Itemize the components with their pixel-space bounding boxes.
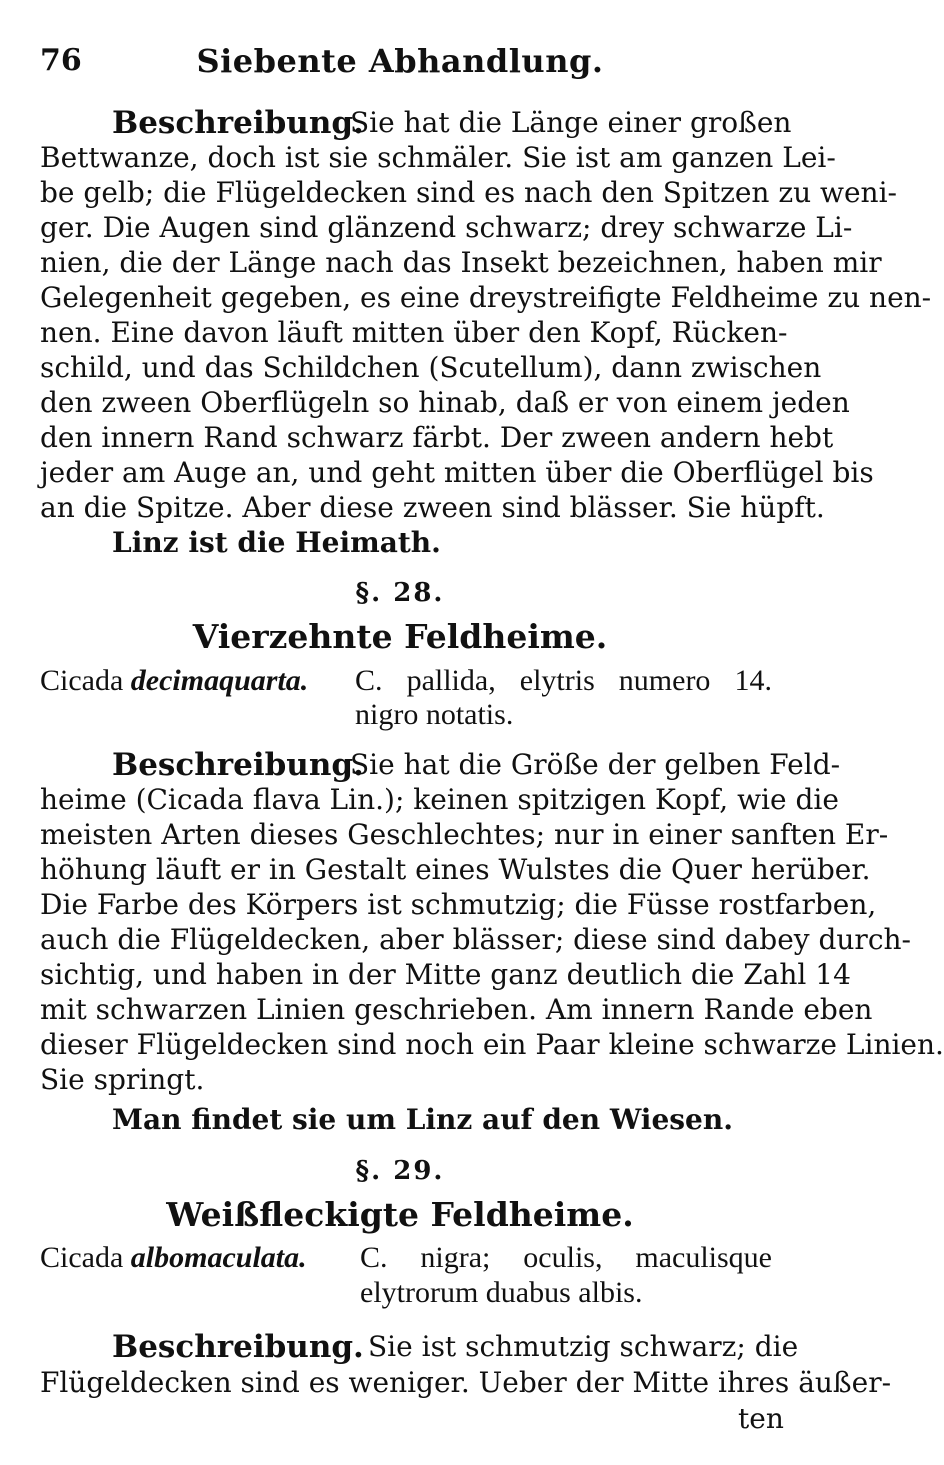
latin-diagnosis: C. pallida, elytris numero 14. bbox=[355, 664, 772, 697]
body-line: Flügeldecken sind es weniger. Ueber der Mitte ihres äußer- bbox=[40, 1366, 892, 1399]
body-line: be gelb; die Flügeldecken sind es nach den Spitzen zu weni- bbox=[40, 176, 897, 209]
section-number: §. 29. bbox=[355, 1156, 445, 1186]
section-number: §. 28. bbox=[355, 578, 445, 608]
latin-diagnosis: elytrorum duabus albis. bbox=[360, 1276, 643, 1309]
section-title: Vierzehnte Feldheime. bbox=[192, 617, 608, 656]
body-line: den innern Rand schwarz färbt. Der zween andern hebt bbox=[40, 421, 834, 454]
body-line: dieser Flügeldecken sind noch ein Paar kleine schwarze Linien. bbox=[40, 1028, 944, 1061]
body-line: Sie ist schmutzig schwarz; die bbox=[368, 1330, 799, 1363]
latin-diagnosis: C. nigra; oculis, maculisque bbox=[360, 1241, 772, 1274]
page-number: 76 bbox=[40, 43, 82, 78]
body-line: Bettwanze, doch ist sie schmäler. Sie ist am ganzen Lei- bbox=[40, 141, 836, 174]
body-line: sichtig, und haben in der Mitte ganz deutlich die Zahl 14 bbox=[40, 958, 851, 991]
description-keyword: Beschreibung. bbox=[112, 1329, 364, 1365]
body-line: heime (Cicada flava Lin.); keinen spitzigen Kopf, wie die bbox=[40, 783, 839, 816]
body-line: Die Farbe des Körpers ist schmutzig; die Füsse rostfarben, bbox=[40, 888, 877, 921]
body-line: meisten Arten dieses Geschlechtes; nur in einer sanften Er- bbox=[40, 818, 889, 851]
body-line: ger. Die Augen sind glänzend schwarz; drey schwarze Li- bbox=[40, 211, 853, 244]
habitat-line: Man findet sie um Linz auf den Wiesen. bbox=[112, 1103, 733, 1136]
body-line: jeder am Auge an, und geht mitten über die Oberflügel bis bbox=[40, 456, 874, 489]
body-line: schild, und das Schildchen (Scutellum), dann zwischen bbox=[40, 351, 822, 384]
body-line: den zween Oberflügeln so hinab, daß er von einem jeden bbox=[40, 386, 850, 419]
body-line: nen. Eine davon läuft mitten über den Kopf, Rücken- bbox=[40, 316, 788, 349]
section-title: Weißfleckigte Feldheime. bbox=[166, 1195, 634, 1234]
body-line: Sie springt. bbox=[40, 1063, 205, 1096]
latin-diagnosis: nigro notatis. bbox=[355, 698, 514, 731]
body-line: nien, die der Länge nach das Insekt bezeichnen, haben mir bbox=[40, 246, 882, 279]
latin-name: Cicada decimaquarta. bbox=[40, 664, 309, 697]
description-keyword: Beschreibung. bbox=[112, 105, 364, 141]
body-line: Sie hat die Größe der gelben Feld- bbox=[350, 748, 841, 781]
running-title: Siebente Abhandlung. bbox=[196, 42, 604, 80]
catchword: ten bbox=[738, 1402, 784, 1435]
body-line: höhung läuft er in Gestalt eines Wulstes die Quer herüber. bbox=[40, 853, 871, 886]
latin-name: Cicada albomaculata. bbox=[40, 1241, 307, 1274]
description-keyword: Beschreibung. bbox=[112, 747, 364, 783]
body-line: an die Spitze. Aber diese zween sind blässer. Sie hüpft. bbox=[40, 491, 825, 524]
body-line: Gelegenheit gegeben, es eine dreystreifigte Feldheime zu nen- bbox=[40, 281, 932, 314]
body-line: Sie hat die Länge einer großen bbox=[350, 106, 792, 139]
body-line: auch die Flügeldecken, aber blässer; diese sind dabey durch- bbox=[40, 923, 911, 956]
habitat-line: Linz ist die Heimath. bbox=[112, 526, 441, 559]
body-line: mit schwarzen Linien geschrieben. Am innern Rande eben bbox=[40, 993, 873, 1026]
